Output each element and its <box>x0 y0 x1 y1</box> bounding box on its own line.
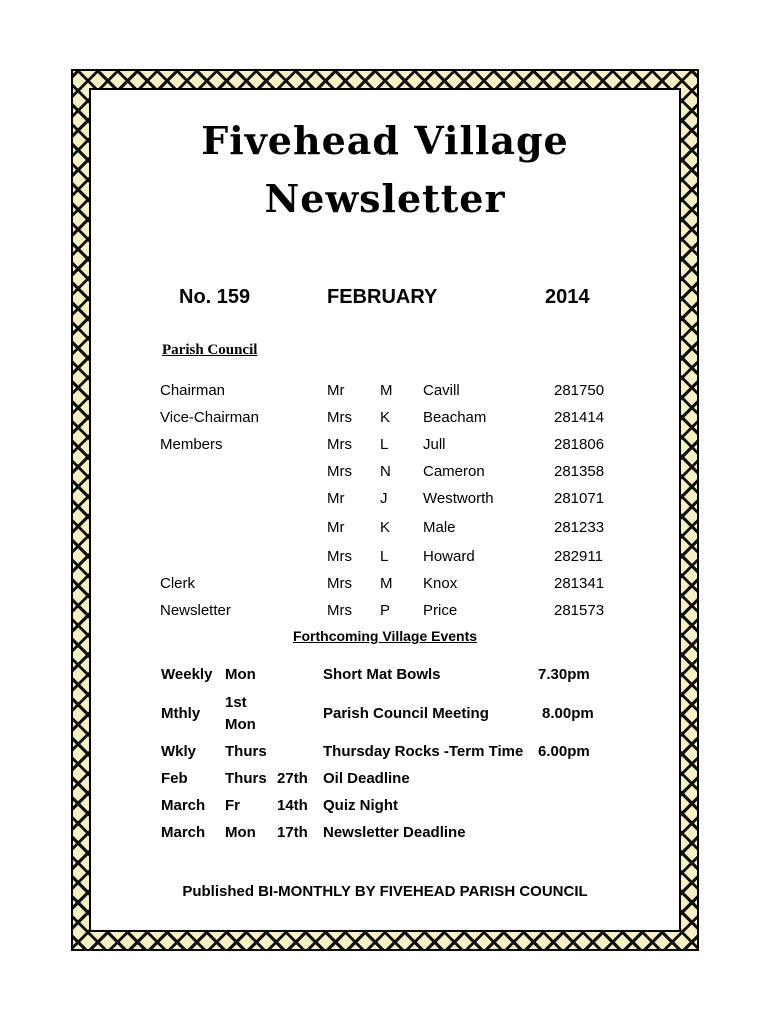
event-date: 17th <box>277 824 308 841</box>
council-initial: L <box>380 548 389 565</box>
council-title: Mr <box>327 382 345 399</box>
council-surname: Price <box>423 602 458 619</box>
issue-month: FEBRUARY <box>327 286 438 308</box>
council-role: Clerk <box>160 575 196 592</box>
event-day: Fr <box>225 797 240 814</box>
council-initial: J <box>380 490 388 507</box>
council-phone: 281233 <box>554 519 605 536</box>
council-row <box>0 519 770 541</box>
council-row <box>0 490 770 512</box>
event-day: Thurs <box>225 743 267 760</box>
council-title: Mr <box>327 490 345 507</box>
event-date: 14th <box>277 797 308 814</box>
event-time: 6.00pm <box>538 743 590 760</box>
event-name: Newsletter Deadline <box>323 824 466 841</box>
council-phone: 281750 <box>554 382 605 399</box>
council-row <box>0 382 770 404</box>
event-row <box>0 797 770 819</box>
council-initial: K <box>380 409 391 426</box>
event-name: Parish Council Meeting <box>323 705 489 722</box>
parish-council-heading: Parish Council <box>162 342 258 358</box>
masthead-title-line2: Newsletter <box>264 176 506 221</box>
council-phone: 281341 <box>554 575 605 592</box>
event-name: Thursday Rocks -Term Time <box>323 743 524 760</box>
event-name: Short Mat Bowls <box>323 666 441 683</box>
council-phone: 281358 <box>554 463 605 480</box>
council-surname: Westworth <box>423 490 494 507</box>
event-row <box>0 824 770 846</box>
issue-number: No. 159 <box>179 286 251 308</box>
council-initial: K <box>380 519 391 536</box>
council-surname: Jull <box>423 436 446 453</box>
event-day-line1: 1st <box>225 694 247 711</box>
council-surname: Beacham <box>423 409 487 426</box>
council-surname: Male <box>423 519 456 536</box>
event-row <box>0 666 770 688</box>
council-phone: 281806 <box>554 436 605 453</box>
council-title: Mrs <box>327 436 352 453</box>
council-surname: Cavill <box>423 382 460 399</box>
event-day: Mon <box>225 824 256 841</box>
council-initial: M <box>380 382 393 399</box>
event-frequency: Feb <box>161 770 188 787</box>
council-role: Chairman <box>160 382 226 399</box>
council-title: Mrs <box>327 463 352 480</box>
issue-year: 2014 <box>545 286 590 308</box>
event-date: 27th <box>277 770 308 787</box>
council-title: Mrs <box>327 548 352 565</box>
event-frequency: Wkly <box>161 743 197 760</box>
council-title: Mrs <box>327 575 352 592</box>
event-day-line2: Mon <box>225 716 256 733</box>
event-row <box>0 694 770 738</box>
council-title: Mrs <box>327 602 352 619</box>
council-phone: 282911 <box>554 548 603 565</box>
council-role: Newsletter <box>160 602 231 619</box>
council-title: Mrs <box>327 409 352 426</box>
council-row <box>0 463 770 485</box>
council-surname: Howard <box>423 548 475 565</box>
event-frequency: Weekly <box>161 666 213 683</box>
council-role: Vice-Chairman <box>160 409 259 426</box>
events-heading: Forthcoming Village Events <box>292 628 478 644</box>
masthead-title-line1: Fivehead Village <box>201 118 569 163</box>
council-initial: P <box>380 602 391 619</box>
event-frequency: Mthly <box>161 705 201 722</box>
council-title: Mr <box>327 519 345 536</box>
event-time: 7.30pm <box>538 666 590 683</box>
event-frequency: March <box>161 797 206 814</box>
council-row <box>0 548 770 570</box>
council-row <box>0 602 770 624</box>
council-surname: Knox <box>423 575 458 592</box>
event-day: Thurs <box>225 770 267 787</box>
event-day: Mon <box>225 666 256 683</box>
event-name: Oil Deadline <box>323 770 410 787</box>
council-initial: N <box>380 463 391 480</box>
council-phone: 281414 <box>554 409 605 426</box>
publisher-footer: Published BI-MONTHLY BY FIVEHEAD PARISH COUNCIL <box>182 883 588 900</box>
event-frequency: March <box>161 824 206 841</box>
council-initial: M <box>380 575 393 592</box>
council-role: Members <box>160 436 223 453</box>
council-surname: Cameron <box>423 463 485 480</box>
council-row <box>0 436 770 458</box>
event-row <box>0 770 770 792</box>
council-row <box>0 409 770 431</box>
council-phone: 281071 <box>554 490 605 507</box>
event-time: 8.00pm <box>542 705 594 722</box>
council-phone: 281573 <box>554 602 605 619</box>
council-row <box>0 575 770 597</box>
council-initial: L <box>380 436 389 453</box>
event-row <box>0 743 770 765</box>
event-name: Quiz Night <box>323 797 398 814</box>
